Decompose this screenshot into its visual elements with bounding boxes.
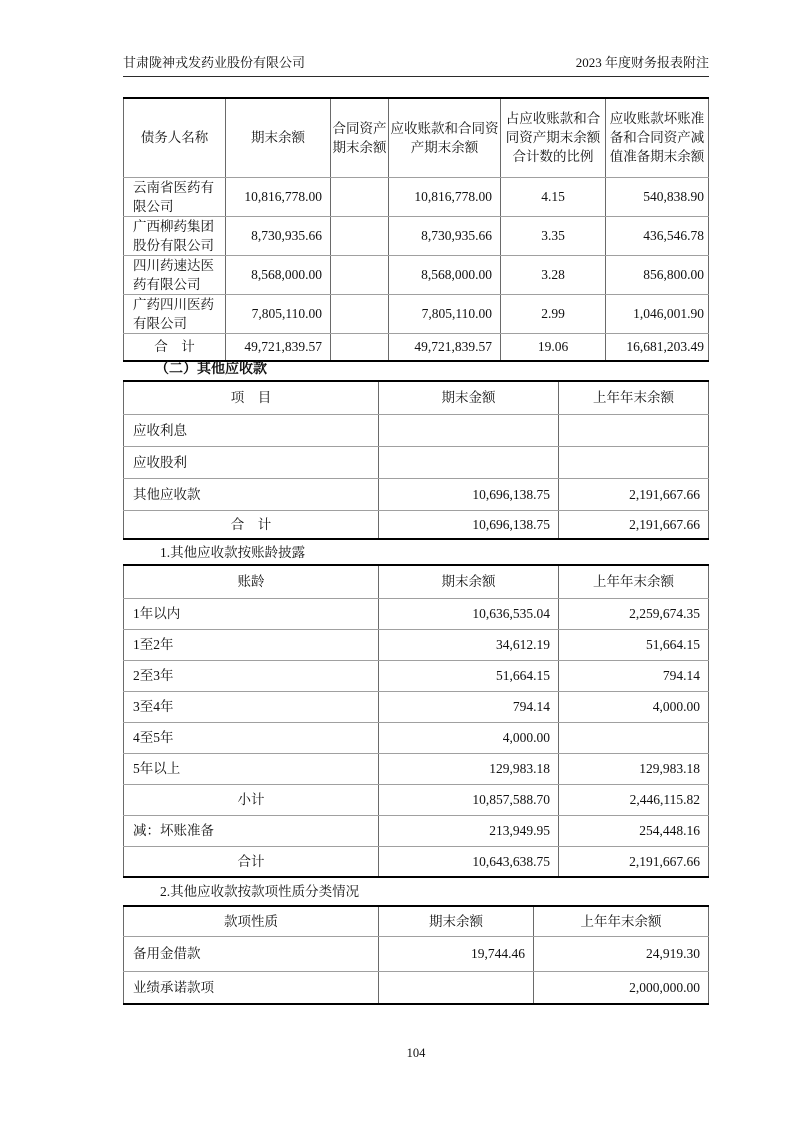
column-header: 上年年末余额 (534, 906, 709, 936)
page-header (123, 52, 709, 77)
note-label-nature: 2.其他应收款按款项性质分类情况 (160, 884, 360, 899)
table-header-row (124, 381, 709, 414)
cell-current-amount: 34,612.19 (379, 629, 559, 660)
column-header: 期末余额 (226, 98, 331, 177)
table-total-row (124, 510, 709, 539)
cell-current-amount: 19,744.46 (379, 936, 534, 971)
cell-prior-amount (559, 446, 709, 478)
column-header: 账龄 (124, 565, 379, 598)
cell-ending-balance: 8,730,935.66 (226, 216, 331, 255)
table-row (124, 815, 709, 846)
cell-ratio: 4.15 (501, 177, 606, 216)
cell-current-amount: 10,643,638.75 (379, 846, 559, 877)
cell-contract-asset (331, 294, 389, 333)
page-number: 104 (406, 1046, 426, 1060)
cell-contract-asset (331, 333, 389, 361)
column-header: 应收账款坏账准备和合同资产减值准备期末余额 (606, 98, 709, 177)
cell-aging-label: 1年以内 (124, 598, 379, 629)
cell-current-amount: 794.14 (379, 691, 559, 722)
cell-current-amount (379, 446, 559, 478)
cell-ratio: 3.35 (501, 216, 606, 255)
cell-prior-amount: 2,191,667.66 (559, 478, 709, 510)
table-header-row (124, 906, 709, 936)
column-header: 应收账款和合同资产期末余额 (389, 98, 501, 177)
cell-debtor-name: 广西柳药集团股份有限公司 (124, 216, 226, 255)
cell-prior-amount: 794.14 (559, 660, 709, 691)
cell-nature-label: 业绩承诺款项 (124, 971, 379, 1004)
cell-aging-label: 2至3年 (124, 660, 379, 691)
cell-aging-label: 4至5年 (124, 722, 379, 753)
cell-ratio: 3.28 (501, 255, 606, 294)
cell-current-amount: 51,664.15 (379, 660, 559, 691)
table-row (124, 414, 709, 446)
table-row (124, 446, 709, 478)
cell-prior-amount: 2,259,674.35 (559, 598, 709, 629)
table-row (124, 660, 709, 691)
table-row (124, 936, 709, 971)
section-title-other-receivables: （二）其他应收款 (155, 362, 267, 377)
aging-analysis-table (123, 564, 709, 878)
cell-combined-balance: 10,816,778.00 (389, 177, 501, 216)
column-header: 期末金额 (379, 381, 559, 414)
cell-prior-amount (559, 414, 709, 446)
column-header: 合同资产期末余额 (331, 98, 389, 177)
cell-aging-label: 减：坏账准备 (124, 815, 379, 846)
cell-item-label: 应收利息 (124, 414, 379, 446)
column-header: 上年年末余额 (559, 381, 709, 414)
receivables-by-debtor-table (123, 97, 709, 362)
cell-nature-label: 备用金借款 (124, 936, 379, 971)
cell-contract-asset (331, 177, 389, 216)
cell-debtor-name: 广药四川医药有限公司 (124, 294, 226, 333)
cell-bad-debt-provision: 1,046,001.90 (606, 294, 709, 333)
table-row (124, 255, 709, 294)
cell-combined-balance: 7,805,110.00 (389, 294, 501, 333)
table-total-row (124, 846, 709, 877)
cell-bad-debt-provision: 540,838.90 (606, 177, 709, 216)
cell-item-label: 其他应收款 (124, 478, 379, 510)
cell-prior-amount (559, 722, 709, 753)
cell-contract-asset (331, 255, 389, 294)
nature-classification-table (123, 905, 709, 1005)
table-row (124, 971, 709, 1004)
cell-prior-amount: 254,448.16 (559, 815, 709, 846)
cell-combined-balance: 8,568,000.00 (389, 255, 501, 294)
cell-prior-amount: 2,191,667.66 (559, 846, 709, 877)
cell-current-amount: 10,857,588.70 (379, 784, 559, 815)
cell-current-amount (379, 414, 559, 446)
cell-debtor-name: 云南省医药有限公司 (124, 177, 226, 216)
table-row (124, 294, 709, 333)
cell-prior-amount: 24,919.30 (534, 936, 709, 971)
column-header: 期末余额 (379, 906, 534, 936)
table-row (124, 177, 709, 216)
cell-bad-debt-provision: 436,546.78 (606, 216, 709, 255)
cell-ending-balance: 10,816,778.00 (226, 177, 331, 216)
cell-current-amount: 129,983.18 (379, 753, 559, 784)
cell-prior-amount: 51,664.15 (559, 629, 709, 660)
cell-subtotal-label: 小计 (124, 784, 379, 815)
table-row (124, 691, 709, 722)
cell-ending-balance: 8,568,000.00 (226, 255, 331, 294)
table-header-row (124, 565, 709, 598)
cell-prior-amount: 129,983.18 (559, 753, 709, 784)
cell-contract-asset (331, 216, 389, 255)
table-row (124, 478, 709, 510)
cell-combined-balance: 8,730,935.66 (389, 216, 501, 255)
table-row (124, 629, 709, 660)
cell-current-amount: 10,636,535.04 (379, 598, 559, 629)
cell-combined-balance: 49,721,839.57 (389, 333, 501, 361)
table-row (124, 722, 709, 753)
cell-ending-balance: 49,721,839.57 (226, 333, 331, 361)
table-total-row (124, 333, 709, 361)
cell-ratio: 19.06 (501, 333, 606, 361)
column-header: 上年年末余额 (559, 565, 709, 598)
cell-bad-debt-provision: 16,681,203.49 (606, 333, 709, 361)
cell-debtor-name: 四川药速达医药有限公司 (124, 255, 226, 294)
cell-current-amount: 4,000.00 (379, 722, 559, 753)
cell-ratio: 2.99 (501, 294, 606, 333)
cell-current-amount: 10,696,138.75 (379, 510, 559, 539)
column-header: 占应收账款和合同资产期末余额合计数的比例 (501, 98, 606, 177)
cell-aging-label: 3至4年 (124, 691, 379, 722)
cell-aging-label: 1至2年 (124, 629, 379, 660)
other-receivables-summary-table (123, 380, 709, 540)
table-subtotal-row (124, 784, 709, 815)
cell-current-amount: 10,696,138.75 (379, 478, 559, 510)
cell-current-amount (379, 971, 534, 1004)
cell-total-label: 合 计 (124, 510, 379, 539)
table-row (124, 598, 709, 629)
column-header: 项 目 (124, 381, 379, 414)
column-header: 款项性质 (124, 906, 379, 936)
cell-total-label: 合 计 (124, 333, 226, 361)
table-row (124, 753, 709, 784)
cell-aging-label: 5年以上 (124, 753, 379, 784)
cell-ending-balance: 7,805,110.00 (226, 294, 331, 333)
cell-item-label: 应收股利 (124, 446, 379, 478)
column-header: 债务人名称 (124, 98, 226, 177)
cell-prior-amount: 4,000.00 (559, 691, 709, 722)
cell-total-label: 合计 (124, 846, 379, 877)
page-header-company: 甘肃陇神戎发药业股份有限公司 (123, 55, 306, 70)
cell-prior-amount: 2,191,667.66 (559, 510, 709, 539)
cell-prior-amount: 2,446,115.82 (559, 784, 709, 815)
cell-prior-amount: 2,000,000.00 (534, 971, 709, 1004)
table-header-row (124, 98, 709, 177)
page-header-report: 2023 年度财务报表附注 (575, 55, 709, 70)
column-header: 期末余额 (379, 565, 559, 598)
cell-bad-debt-provision: 856,800.00 (606, 255, 709, 294)
table-row (124, 216, 709, 255)
cell-current-amount: 213,949.95 (379, 815, 559, 846)
note-label-aging: 1.其他应收款按账龄披露 (160, 545, 306, 560)
